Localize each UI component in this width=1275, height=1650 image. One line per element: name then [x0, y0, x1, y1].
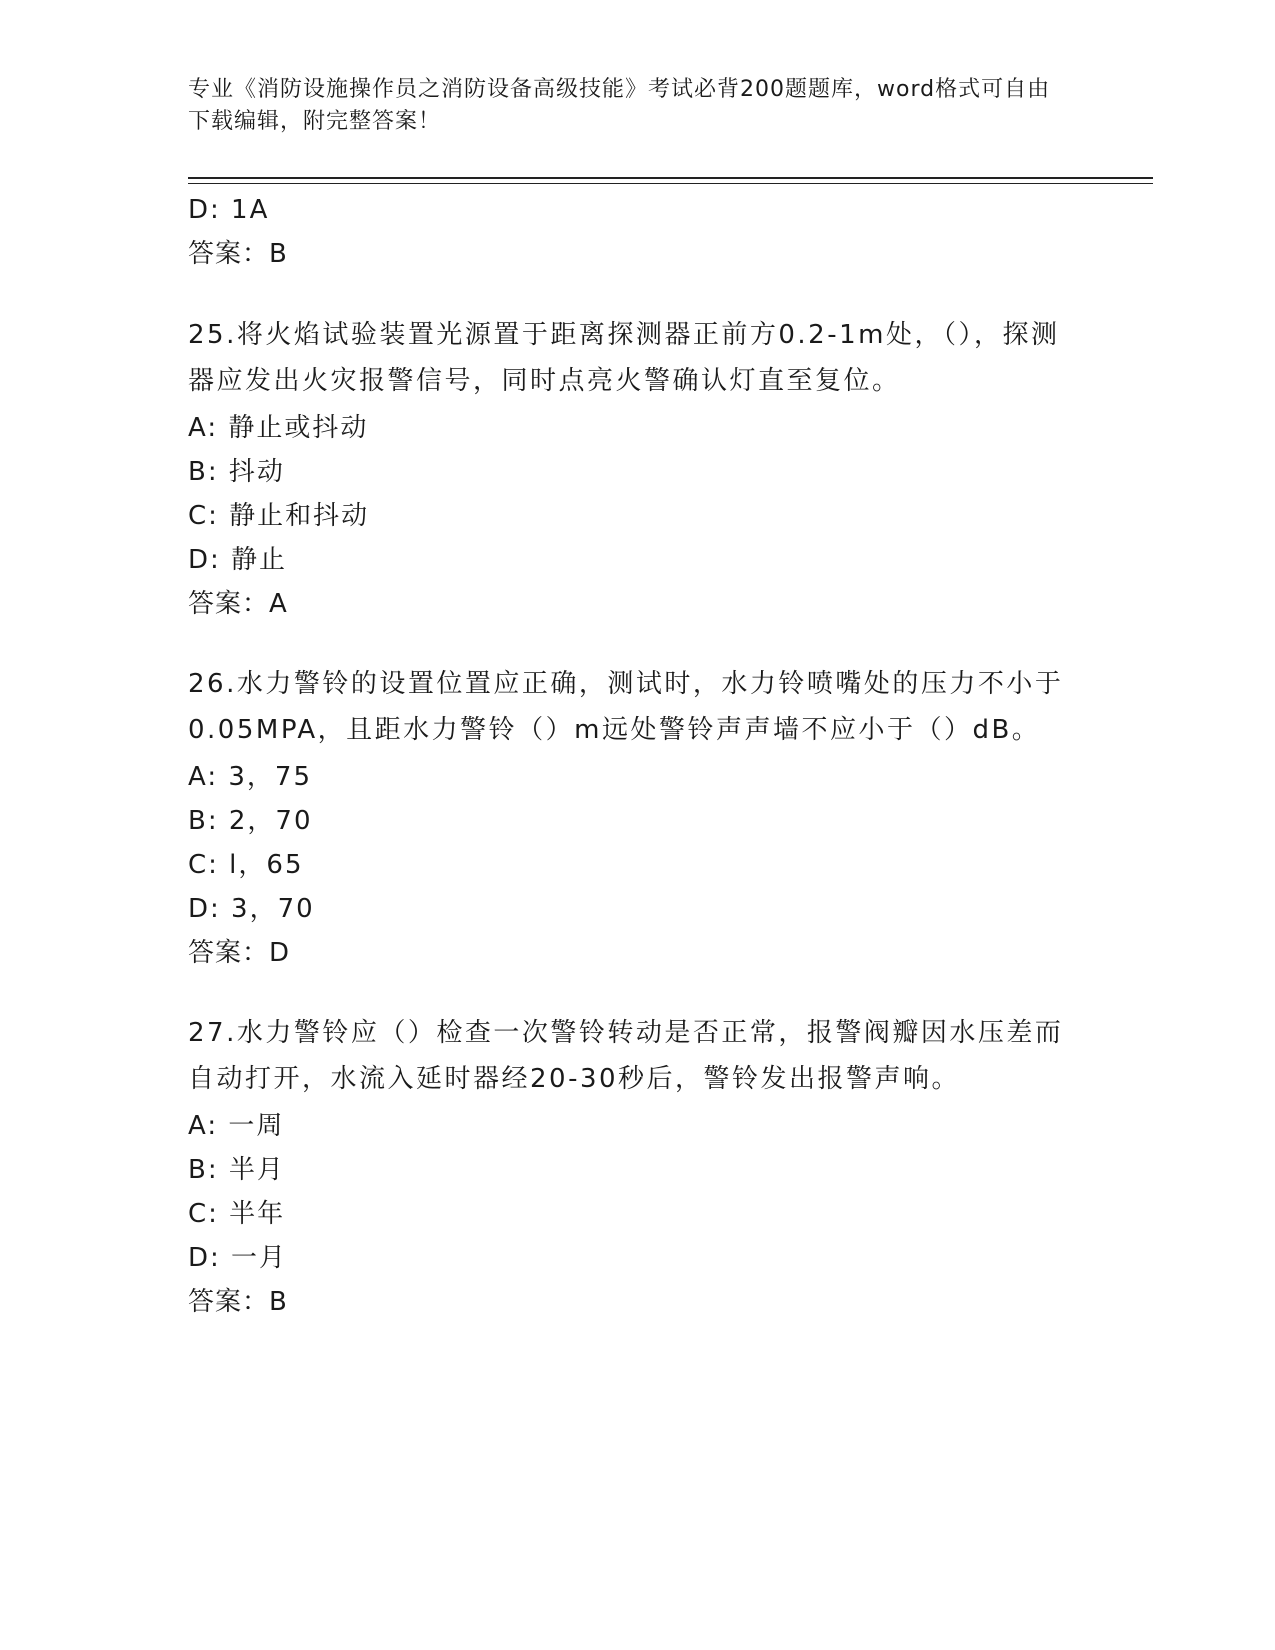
answer: 答案：B: [188, 1287, 288, 1317]
header-rule-thick: [188, 177, 1153, 179]
page-header: 专业《消防设施操作员之消防设备高级技能》考试必背200题题库，word格式可自由下载编辑，附完整答案！: [188, 77, 1051, 134]
header-rule-thin: [188, 183, 1153, 184]
option-b: B: 半月: [188, 1155, 285, 1185]
option-a: A: 静止或抖动: [188, 413, 369, 443]
question-text: 25.将火焰试验装置光源置于距离探测器正前方0.2-1m处，（），探测器应发出火灾报警信号，同时点亮火警确认灯直至复位。: [188, 320, 1060, 396]
option-b: B: 2，70: [188, 806, 313, 836]
answer: 答案：D: [188, 938, 291, 968]
option-c: C: l，65: [188, 850, 304, 880]
option-a: A: 一周: [188, 1111, 285, 1141]
option-c: C: 半年: [188, 1199, 286, 1229]
prev-option-d: D: 1A: [188, 195, 270, 225]
option-c: C: 静止和抖动: [188, 501, 370, 531]
answer: 答案：A: [188, 589, 288, 619]
question-text: 27.水力警铃应（）检查一次警铃转动是否正常，报警阀瓣因水压差而自动打开，水流入延时器经20-30秒后，警铃发出报警声响。: [188, 1018, 1064, 1094]
option-d: D: 3，70: [188, 894, 315, 924]
option-d: D: 一月: [188, 1243, 288, 1273]
question-text: 26.水力警铃的设置位置应正确，测试时，水力铃喷嘴处的压力不小于0.05MPA，且距水力警铃（）m远处警铃声声墙不应小于（）dB。: [188, 669, 1064, 745]
option-a: A: 3，75: [188, 762, 312, 792]
option-d: D: 静止: [188, 545, 288, 575]
prev-answer: 答案：B: [188, 239, 288, 269]
option-b: B: 抖动: [188, 457, 285, 487]
